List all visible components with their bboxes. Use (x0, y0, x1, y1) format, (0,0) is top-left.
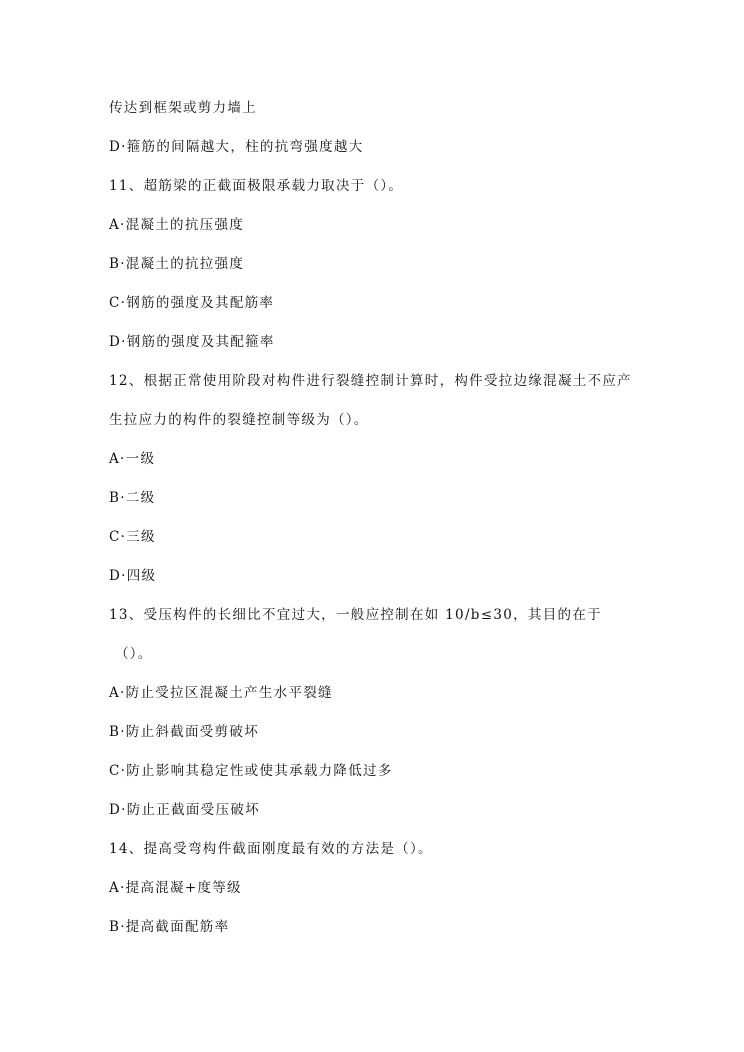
option-line: B·防止斜截面受剪破坏 (109, 724, 260, 740)
option-line: A·一级 (109, 451, 156, 467)
option-line: D·四级 (109, 568, 157, 584)
option-line: B·混凝土的抗拉强度 (109, 256, 245, 272)
option-line: A·混凝土的抗压强度 (109, 217, 245, 233)
question-12: 12、根据正常使用阶段对构件进行裂缝控制计算时，构件受拉边缘混凝土不应产 (109, 373, 632, 389)
option-line: B·二级 (109, 490, 156, 506)
question-13-continuation: （）。 (115, 646, 153, 662)
option-line: A·防止受拉区混凝土产生水平裂缝 (109, 685, 333, 701)
question-14: 14、提高受弯构件截面刚度最有效的方法是（）。 (109, 841, 433, 857)
text-line-continuation: 传达到框架或剪力墙上 (109, 100, 257, 116)
option-line: B·提高截面配筋率 (109, 919, 230, 935)
question-11: 11、超筋梁的正截面极限承载力取决于（）。 (109, 178, 404, 194)
option-line: C·三级 (109, 529, 156, 545)
option-line: D·钢筋的强度及其配箍率 (109, 334, 275, 350)
question-13: 13、受压构件的长细比不宜过大，一般应控制在如 10/b≤30，其目的在于 (109, 607, 602, 623)
option-line: A·提高混凝+度等级 (109, 880, 242, 896)
option-line: C·防止影响其稳定性或使其承载力降低过多 (109, 763, 393, 779)
option-line: D·防止正截面受压破坏 (109, 802, 260, 818)
option-line: D·箍筋的间隔越大，柱的抗弯强度越大 (109, 139, 364, 155)
question-12-continuation: 生拉应力的构件的裂缝控制等级为（）。 (109, 412, 369, 428)
option-line: C·钢筋的强度及其配筋率 (109, 295, 275, 311)
